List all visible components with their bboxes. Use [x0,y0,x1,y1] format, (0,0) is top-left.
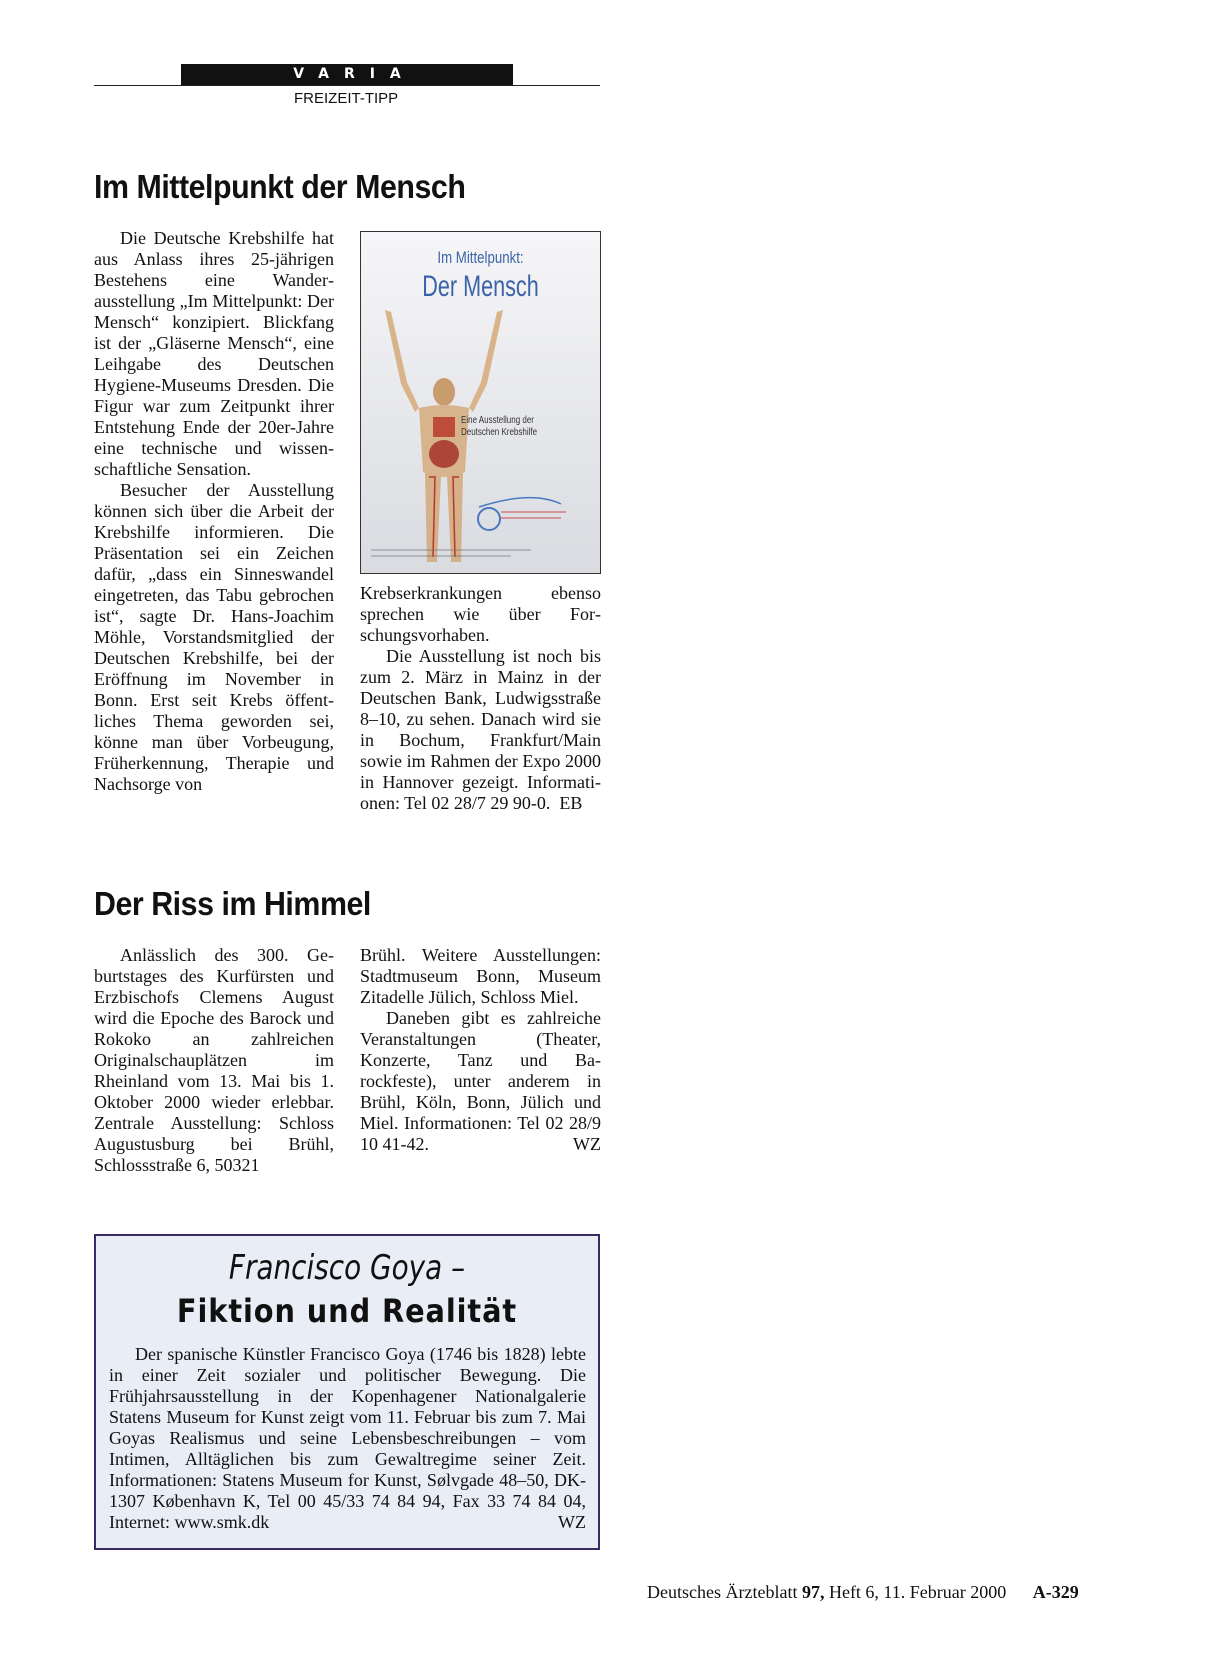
poster-subtitle: Eine Ausstellung der Deutschen Krebshilfe [461,415,538,438]
exhibition-poster-image [360,231,601,574]
poster-title-line1: Im Mittelpunkt: [437,248,524,267]
goya-info-box [94,1234,600,1550]
subsection-label: FREIZEIT-TIPP [294,90,399,107]
article2-paragraph: Daneben gibt es zahlreiche Veranstaltungen (Theater, Konzerte, Tanz und Barockfeste), unter anderem in Brühl, Köln, Bonn, Jülich und Miel. Informationen: Tel 02 28/9 10 41-42. WZ [360,1008,601,1154]
author-signature: WZ [558,1512,586,1532]
page-footer [647,1582,1079,1603]
article2-paragraph: Brühl. Weitere Ausstellungen: Stadtmuseum Bonn, Museum Zitadelle Jülich, Schloss Miel. [360,945,601,1007]
article1-headline: Im Mittelpunkt der Mensch [94,168,466,205]
poster-title-line2: Der Mensch [422,270,539,303]
article1-paragraph: Die Ausstellung ist noch bis zum 2. März in Mainz in der Deutschen Bank, Ludwigsstraße 8–10, zu sehen. Danach wird sie in Bochum, Frankfurt/Main sowie im Rahmen der Expo 2000 in Hannover gezeigt. Informationen: Tel 02 28/7 29 90-0. EB [360,646,601,813]
journal-volume: 97, [801,1582,825,1602]
article1-paragraph: Die Deutsche Krebshilfe hat aus Anlass ihres 25-jährigen Bestehens eine Wanderausstellung „Im Mittelpunkt: Der Mensch“ konzipiert. Blickfang ist der „Gläserne Mensch“, eine Leihgabe des Deutschen Hygiene-Museums Dresden. Die Figur war zum Zeitpunkt ihrer Entstehung Ende der 20er-Jahre eine technische und wissenschaftliche Sensation. [94,228,334,479]
box-body [109,1344,586,1533]
article1-column2 [360,583,601,814]
author-signature: WZ [573,1134,601,1154]
article2-headline: Der Riss im Himmel [94,885,371,922]
author-signature: EB [559,793,583,813]
page-number: A-329 [1032,1582,1079,1602]
article2-column2 [360,945,601,1155]
article2-column1 [94,945,334,1176]
section-label: VARIA [181,64,513,85]
box-title-line2: Fiktion und Realität [176,1292,518,1330]
article1-paragraph: Besucher der Ausstellung können sich über die Arbeit der Krebshilfe informieren. Die Präsentation sei ein Zeichen dafür, „dass ein Sinneswandel eingetreten, das Tabu gebrochen ist“, sagte Dr. Hans-Joachim Möhle, Vorstandsmitglied der Deutschen Krebshilfe, bei der Eröffnung im November in Bonn. Erst seit Krebs öffentliches Thema geworden sei, könne man über Vorbeugung, Früherkennung, Therapie und Nachsorge von [94,480,334,794]
article2-paragraph: Anlässlich des 300. Geburtstages des Kurfürsten und Erzbischofs Clemens August wird die Epoche des Barock und Rokoko an zahlreichen Originalschauplätzen im Rheinland vom 13. Mai bis 1. Oktober 2000 wieder erlebbar. Zentrale Ausstellung: Schloss Augustusburg bei Brühl, Schlossstraße 6, 50321 [94,945,334,1175]
article1-column1 [94,228,334,795]
article1-paragraph: Krebserkrankungen ebenso sprechen wie über Forschungsvorhaben. [360,583,601,645]
box-paragraph: Der spanische Künstler Francisco Goya (1746 bis 1828) lebte in einer Zeit sozialer und politischer Bewegung. Die Frühjahrsausstellung in der Kopenhagener Nationalgalerie Statens Museum for Kunst zeigt vom 11. Februar bis zum 7. Mai Goyas Realismus und seine Lebensbeschreibungen – vom Intimen, Alltäglichen bis zum Gewaltregime seiner Zeit. Informationen: Statens Museum for Kunst, Sølvgade 48–50, DK-1307 København K, Tel 00 45/33 74 84 94, Fax 33 74 84 04, Internet: www.smk.dk WZ [109,1344,586,1532]
journal-name: Deutsches Ärzteblatt [647,1582,798,1602]
issue-date: Heft 6, 11. Februar 2000 [828,1582,1007,1602]
header-rule [94,85,600,86]
box-title-line1: Francisco Goya – [228,1248,466,1288]
